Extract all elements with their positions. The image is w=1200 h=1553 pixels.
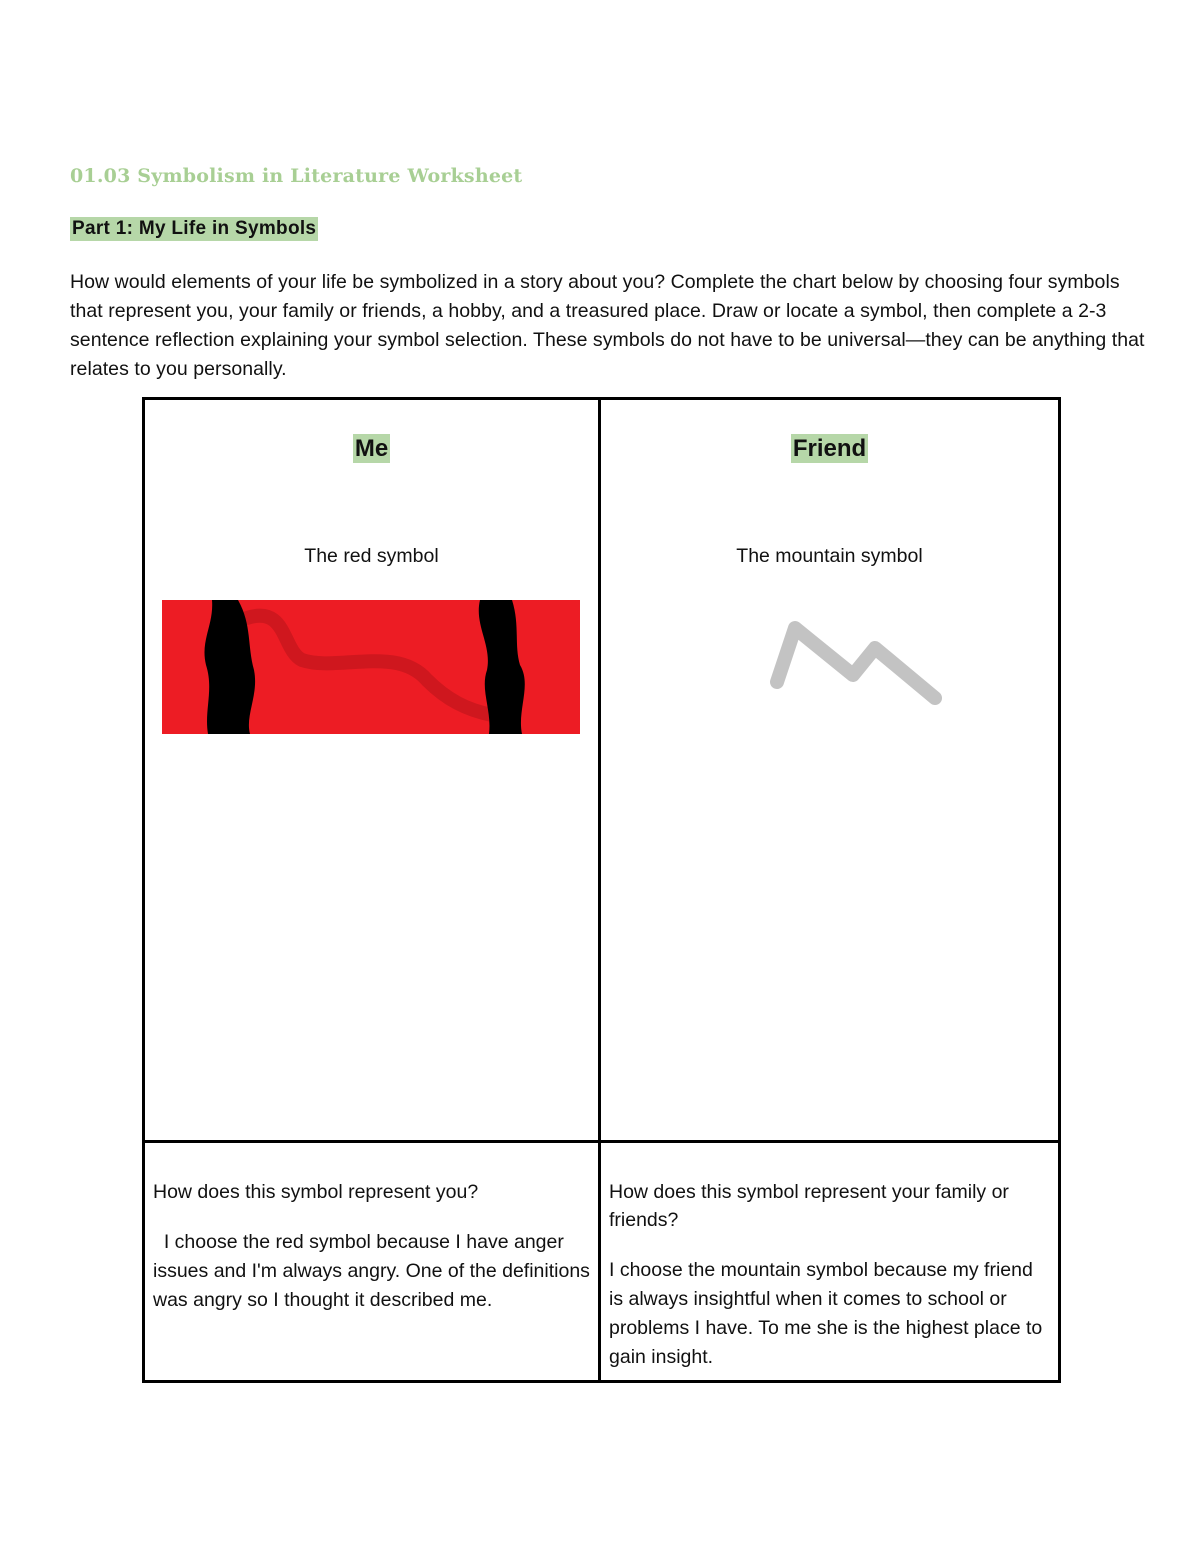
me-symbol-cell: [144, 399, 600, 1142]
worksheet-title: 01.03 Symbolism in Literature Worksheet: [70, 165, 523, 187]
friend-answer: I choose the mountain symbol because my friend is always insightful when it comes to school or problems I have. To me she is the highest place to gain insight.: [609, 1259, 1043, 1368]
friend-heading: Friend: [792, 435, 867, 462]
part-heading: Part 1: My Life in Symbols: [72, 218, 317, 239]
instructions-paragraph: How would elements of your life be symbolized in a story about you? Complete the chart below by choosing four symbols that represent you, your family or friends, a hobby, and a treasured place. Draw or locate a symbol, then complete a 2-3 sentence reflection explaining your symbol selection. These symbols do not have to be universal—they can be anything that relates to you personally.: [70, 271, 1145, 380]
red-symbol-drawing: [162, 600, 580, 734]
friend-symbol-caption: The mountain symbol: [736, 545, 923, 567]
friend-answer-cell: [600, 1142, 1060, 1382]
friend-question: How does this symbol represent your family or friends?: [609, 1181, 1009, 1231]
symbol-chart: [142, 397, 1061, 1383]
friend-symbol-cell: [600, 399, 1060, 1142]
mountain-symbol-drawing: [765, 610, 955, 720]
me-heading: Me: [354, 435, 389, 462]
me-question: How does this symbol represent you?: [153, 1181, 479, 1203]
me-symbol-caption: The red symbol: [304, 545, 439, 567]
me-answer-cell: [144, 1142, 600, 1382]
me-answer: I choose the red symbol because I have anger issues and I'm always angry. One of the definitions was angry so I thought it described me.: [153, 1231, 590, 1311]
